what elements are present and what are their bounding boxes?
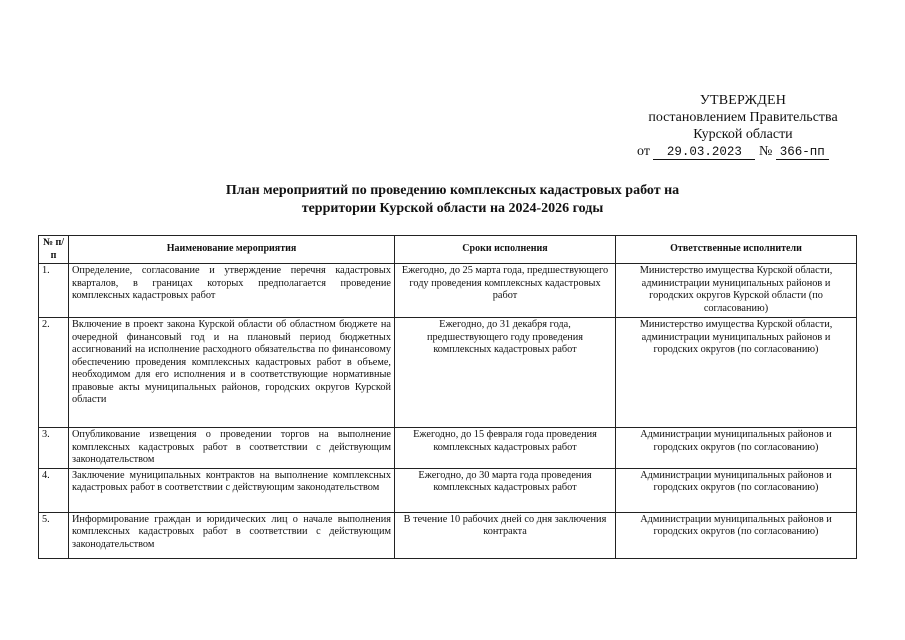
row-name: Информирование граждан и юридических лиц о начале выполнения комплексных кадастровых работ в соответствии с действующим законодательством bbox=[69, 512, 395, 558]
table-row bbox=[39, 318, 857, 428]
row-term: Ежегодно, до 31 декабря года, предшествующего году проведения комплексных кадастровых работ bbox=[395, 318, 616, 428]
table-row bbox=[39, 428, 857, 469]
approval-date-line bbox=[633, 143, 853, 160]
approval-block bbox=[633, 92, 853, 160]
row-resp: Администрации муниципальных районов и городских округов (по согласованию) bbox=[616, 468, 857, 512]
document-title-line-1: План мероприятий по проведению комплексных кадастровых работ на bbox=[225, 183, 680, 198]
row-name: Включение в проект закона Курской области об областном бюджете на очередной финансовый год и на плановый период бюджетных ассигнований на исполнение расходного обязательства по финансовому обеспечению проведения комплексных кадастровых работ в объеме, необходимом для его исполнения и в соответствующие нормативные правовые акты муниципальных районов, городских округов Курской области bbox=[69, 318, 395, 428]
row-resp: Администрации муниципальных районов и городских округов (по согласованию) bbox=[616, 512, 857, 558]
plan-table bbox=[38, 235, 857, 559]
row-num: 4. bbox=[39, 468, 69, 512]
row-term: Ежегодно, до 15 февраля года проведения комплексных кадастровых работ bbox=[395, 428, 616, 469]
row-name: Определение, согласование и утверждение перечня кадастровых кварталов, в границах которых предполагается проведение комплексных кадастровых работ bbox=[69, 264, 395, 318]
row-num: 3. bbox=[39, 428, 69, 469]
header-num: № п/п bbox=[39, 236, 69, 264]
table-row bbox=[39, 468, 857, 512]
row-resp: Администрации муниципальных районов и городских округов (по согласованию) bbox=[616, 428, 857, 469]
table-row bbox=[39, 264, 857, 318]
approval-number: 366-пп bbox=[776, 145, 829, 160]
table-row bbox=[39, 512, 857, 558]
approval-date: 29.03.2023 bbox=[653, 145, 755, 160]
table-header-row bbox=[39, 236, 857, 264]
row-resp: Министерство имущества Курской области, администрации муниципальных районов и городских округов Курской области (по согласованию) bbox=[616, 264, 857, 318]
row-num: 2. bbox=[39, 318, 69, 428]
row-resp: Министерство имущества Курской области, администрации муниципальных районов и городских округов (по согласованию) bbox=[616, 318, 857, 428]
row-num: 5. bbox=[39, 512, 69, 558]
number-prefix: № bbox=[758, 144, 773, 159]
row-num: 1. bbox=[39, 264, 69, 318]
header-resp: Ответственные исполнители bbox=[616, 236, 857, 264]
document-title-line-2: территории Курской области на 2024-2026 годы bbox=[301, 201, 604, 216]
date-prefix: от bbox=[637, 144, 650, 159]
approval-heading: УТВЕРЖДЕН bbox=[699, 93, 787, 108]
document-title bbox=[0, 182, 905, 218]
row-name: Заключение муниципальных контрактов на выполнение комплексных кадастровых работ в соответствии с действующим законодательством bbox=[69, 468, 395, 512]
header-term: Сроки исполнения bbox=[395, 236, 616, 264]
approval-line-2: Курской области bbox=[693, 127, 793, 142]
row-term: Ежегодно, до 30 марта года проведения комплексных кадастровых работ bbox=[395, 468, 616, 512]
row-term: Ежегодно, до 25 марта года, предшествующего году проведения комплексных кадастровых работ bbox=[395, 264, 616, 318]
header-name: Наименование мероприятия bbox=[69, 236, 395, 264]
row-name: Опубликование извещения о проведении торгов на выполнение комплексных кадастровых работ в соответствии с действующим законодательством bbox=[69, 428, 395, 469]
approval-line-1: постановлением Правительства bbox=[648, 110, 838, 125]
row-term: В течение 10 рабочих дней со дня заключения контракта bbox=[395, 512, 616, 558]
